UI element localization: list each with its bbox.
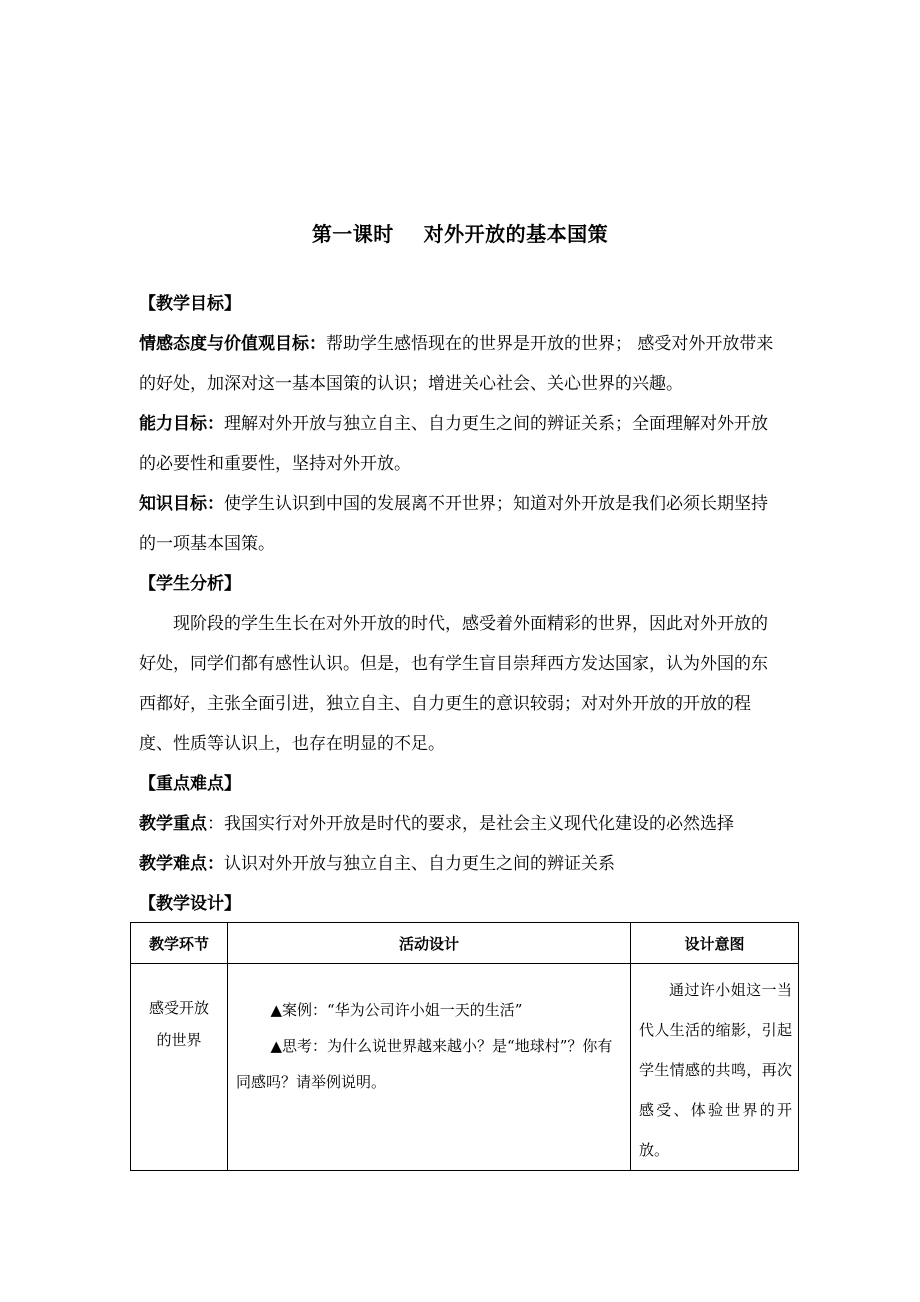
text-knowledge-objective: 使学生认识到中国的发展离不开世界；知道对外开放是我们必须长期坚持的一项基本国策。 [139, 494, 768, 554]
label-knowledge-objective: 知识目标： [139, 494, 224, 514]
paragraph-student-analysis: 现阶段的学生生长在对外开放的时代，感受着外面精彩的世界，因此对外开放的好处，同学们都有感性认识。但是，也有学生盲目崇拜西方发达国家，认为外国的东西都好，主张全面引进，独立自主、自力更生的意识较弱；对对外开放的开放的程度、性质等认识上，也存在明显的不足。 [139, 614, 768, 754]
label-difficulty: 教学难点： [139, 854, 224, 874]
text-ability-objective: 理解对外开放与独立自主、自力更生之间的辨证关系；全面理解对外开放的必要性和重要性，坚持对外开放。 [139, 414, 768, 474]
text-difficulty: 认识对外开放与独立自主、自力更生之间的辨证关系 [224, 854, 615, 874]
text-emotion-objective: 帮助学生感悟现在的世界是开放的世界； 感受对外开放带来的好处，加深对这一基本国策的认识；增进关心社会、关心世界的兴趣。 [139, 334, 774, 394]
header-intent: 设计意图 [631, 923, 799, 964]
section-heading-keypoints: 【重点难点】 [139, 774, 241, 794]
stage-line-1: 感受开放 [148, 999, 209, 1017]
label-key-point: 教学重点 [139, 814, 207, 834]
paragraph-difficulty [139, 844, 784, 884]
activity-case: ▲案例：“华为公司许小姐一天的生活” [270, 1001, 523, 1019]
document-body [139, 284, 784, 924]
teaching-design-table [130, 922, 799, 1171]
activity-think: ▲思考：为什么说世界越来越小？是“地球村”？你有同感吗？请举例说明。 [236, 1037, 613, 1091]
label-ability-objective: 能力目标： [139, 414, 224, 434]
cell-stage [131, 964, 228, 1171]
header-activity: 活动设计 [228, 923, 631, 964]
paragraph-knowledge-objective [139, 484, 784, 564]
section-heading-objectives: 【教学目标】 [139, 294, 241, 314]
paragraph-ability-objective [139, 404, 784, 484]
cell-intent: 通过许小姐这一当代人生活的缩影，引起学生情感的共鸣，再次感受、体验世界的开放。 [631, 964, 799, 1171]
paragraph-emotion-objective [139, 324, 784, 404]
header-stage: 教学环节 [131, 923, 228, 964]
stage-line-2: 的世界 [156, 1031, 202, 1049]
paragraph-key-point [139, 804, 784, 844]
table-header-row [131, 923, 799, 964]
section-heading-design: 【教学设计】 [139, 894, 241, 914]
text-key-point: ：我国实行对外开放是时代的要求，是社会主义现代化建设的必然选择 [207, 814, 734, 834]
table-row [131, 964, 799, 1171]
lesson-title: 第一课时 对外开放的基本国策 [311, 222, 609, 246]
section-heading-students: 【学生分析】 [139, 574, 241, 594]
label-emotion-objective: 情感态度与价值观目标： [139, 334, 326, 354]
cell-activity [228, 964, 631, 1171]
